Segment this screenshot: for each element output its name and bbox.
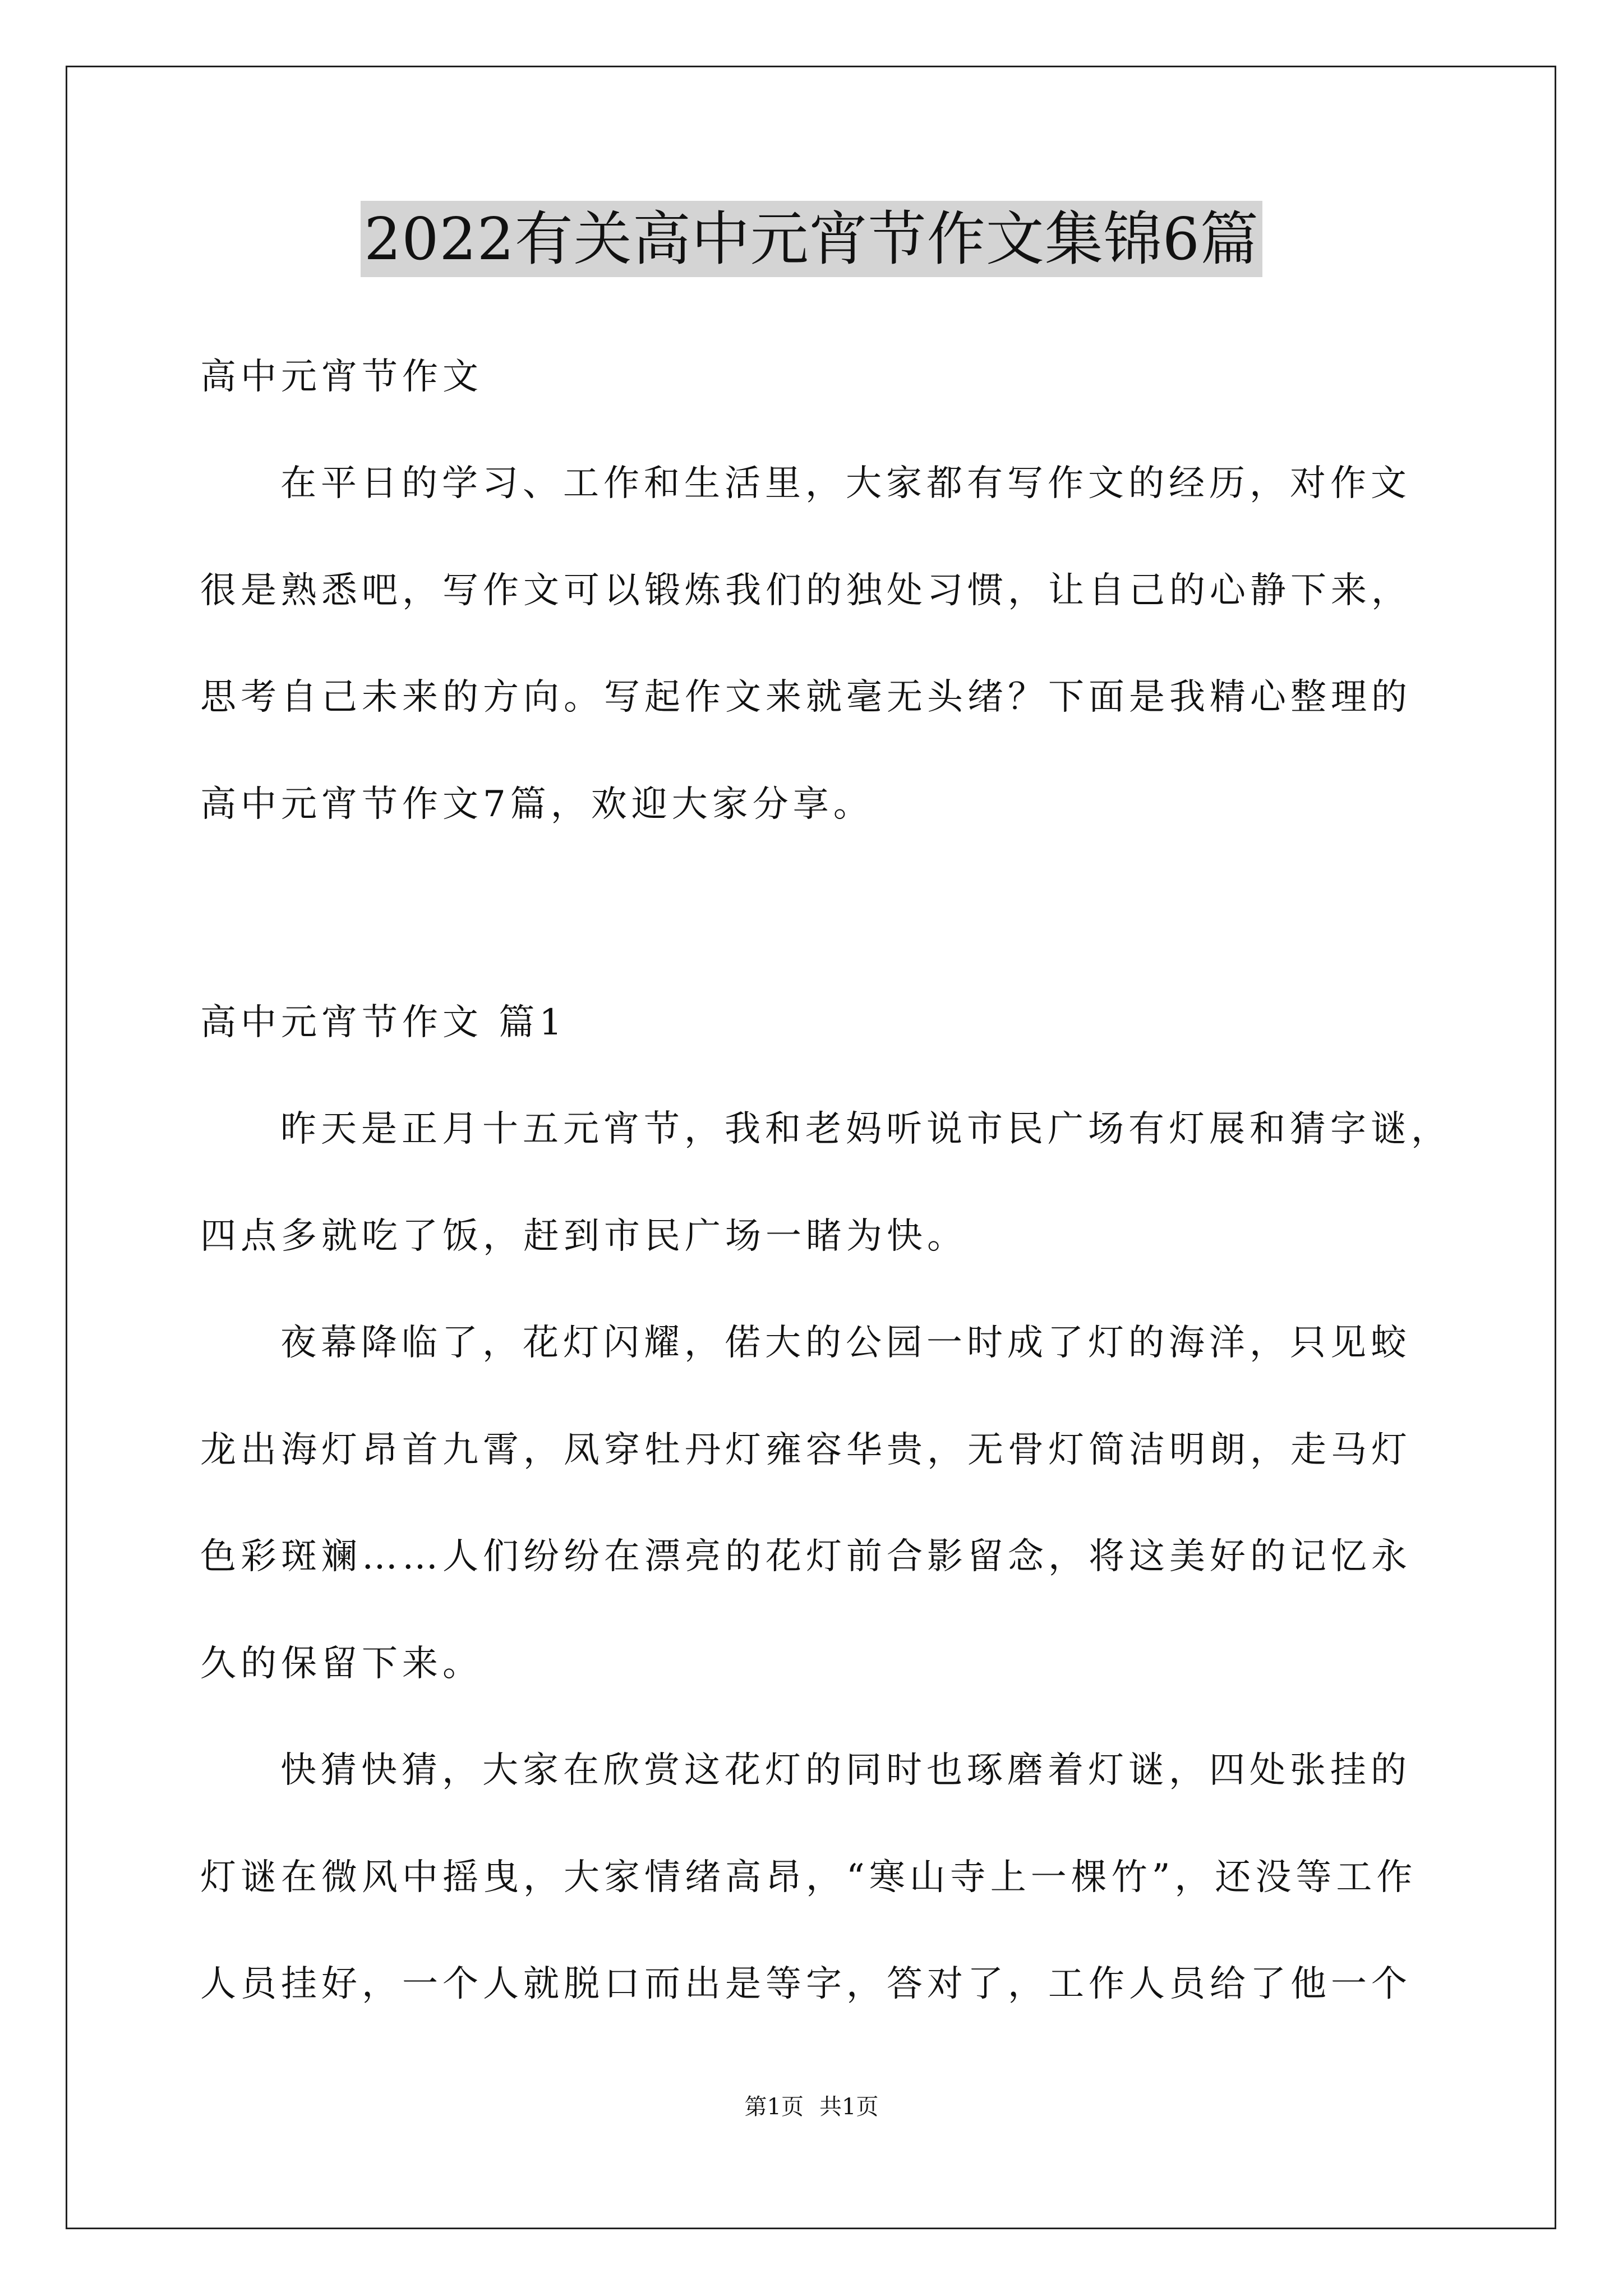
intro-line-3: 思考自己未来的方向。写起作文来就毫无头绪？下面是我精心整理的 <box>200 677 1412 718</box>
p2-line-4: 久的保留下来。 <box>200 1643 483 1685</box>
p2-line-1: 夜幕降临了，花灯闪耀，偌大的公园一时成了灯的海洋，只见蛟 <box>280 1322 1411 1364</box>
p1-line-1: 昨天是正月十五元宵节，我和老妈听说市民广场有灯展和猜字谜， <box>280 1108 1451 1150</box>
p3-line-1: 快猜快猜，大家在欣赏这花灯的同时也琢磨着灯谜，四处张挂的 <box>280 1750 1411 1791</box>
intro-heading: 高中元宵节作文 <box>200 356 483 398</box>
p3-line-2: 灯谜在微风中摇曳，大家情绪高昂，“寒山寺上一棵竹”，还没等工作 <box>200 1857 1417 1898</box>
page-total: 共1页 <box>819 2094 879 2120</box>
p1-line-2: 四点多就吃了饭，赶到市民广场一睹为快。 <box>200 1216 967 1257</box>
section-heading: 高中元宵节作文 篇1 <box>200 1002 567 1043</box>
intro-line-1: 在平日的学习、工作和生活里，大家都有写作文的经历，对作文 <box>280 463 1411 504</box>
title-container <box>0 201 1623 277</box>
document-title: 2022有关高中元宵节作文集锦6篇 <box>361 201 1262 277</box>
p3-line-3: 人员挂好，一个人就脱口而出是等字，答对了，工作人员给了他一个 <box>200 1963 1412 2005</box>
intro-line-2: 很是熟悉吧，写作文可以锻炼我们的独处习惯，让自己的心静下来， <box>200 570 1412 611</box>
intro-line-4: 高中元宵节作文7篇，欢迎大家分享。 <box>200 784 874 825</box>
p2-line-3: 色彩斑斓……人们纷纷在漂亮的花灯前合影留念，将这美好的记忆永 <box>200 1536 1412 1577</box>
p2-line-2: 龙出海灯昂首九霄，凤穿牡丹灯雍容华贵，无骨灯简洁明朗，走马灯 <box>200 1429 1412 1471</box>
page-number: 第1页 <box>744 2094 804 2120</box>
page-footer <box>0 2091 1623 2123</box>
